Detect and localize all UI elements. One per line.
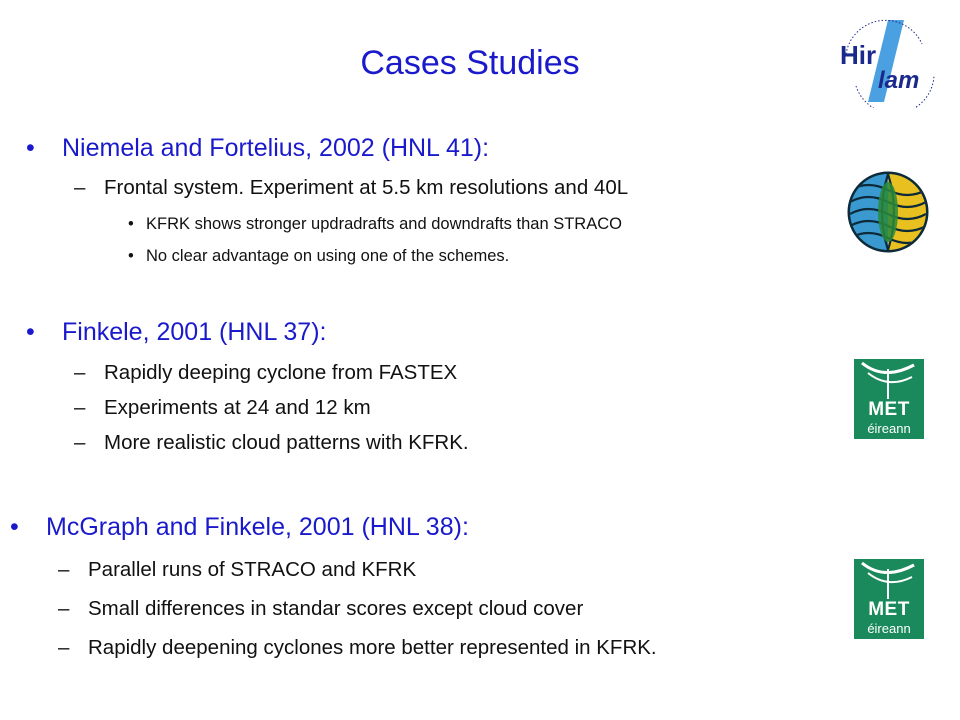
met-text: MET <box>868 599 910 620</box>
ecmwf-globe-icon <box>846 170 930 254</box>
list-item-text: Rapidly deeping cyclone from FASTEX <box>104 361 458 384</box>
met-swirl-icon <box>854 359 924 401</box>
section-heading-text: Finkele, 2001 (HNL 37): <box>62 318 327 346</box>
sub-list-item <box>128 215 622 234</box>
list-item <box>74 176 629 200</box>
met-eireann-logo <box>854 359 924 439</box>
met-swirl-icon <box>854 559 924 601</box>
list-item <box>58 558 417 582</box>
list-item <box>58 597 584 621</box>
list-item-text: Frontal system. Experiment at 5.5 km resolutions and 40L <box>104 176 629 199</box>
section-heading-finkele <box>26 318 327 347</box>
sub-list-item-text: No clear advantage on using one of the schemes. <box>146 247 510 265</box>
section-heading-niemela <box>26 134 490 163</box>
dot-icon: • <box>128 215 134 233</box>
dash-icon: – <box>74 431 86 454</box>
dot-icon: • <box>128 247 134 265</box>
eireann-text: éireann <box>867 421 911 436</box>
list-item <box>58 636 657 660</box>
list-item <box>74 431 469 455</box>
bullet-icon: • <box>26 318 35 346</box>
dash-icon: – <box>58 597 70 620</box>
hirlam-hir-text: Hir <box>840 40 877 70</box>
list-item-text: Parallel runs of STRACO and KFRK <box>88 558 417 581</box>
met-eireann-logo <box>854 559 924 639</box>
list-item <box>74 396 371 420</box>
bullet-icon: • <box>10 513 19 541</box>
eireann-text: éireann <box>867 621 911 636</box>
dash-icon: – <box>74 176 86 199</box>
section-heading-text: Niemela and Fortelius, 2002 (HNL 41): <box>62 134 490 162</box>
slide-title: Cases Studies <box>360 44 580 82</box>
list-item <box>74 361 458 385</box>
met-text: MET <box>868 399 910 420</box>
section-heading-text: McGraph and Finkele, 2001 (HNL 38): <box>46 513 469 541</box>
hirlam-logo <box>826 14 940 108</box>
list-item-text: More realistic cloud patterns with KFRK. <box>104 431 469 454</box>
list-item-text: Experiments at 24 and 12 km <box>104 396 371 419</box>
dash-icon: – <box>58 558 70 581</box>
list-item-text: Small differences in standar scores except cloud cover <box>88 597 584 620</box>
section-heading-mcgraph <box>10 513 469 542</box>
sub-list-item-text: KFRK shows stronger updradrafts and downdrafts than STRACO <box>146 215 622 233</box>
dash-icon: – <box>58 636 70 659</box>
dash-icon: – <box>74 361 86 384</box>
hirlam-lam-text: lam <box>878 67 920 94</box>
dash-icon: – <box>74 396 86 419</box>
list-item-text: Rapidly deepening cyclones more better represented in KFRK. <box>88 636 657 659</box>
bullet-icon: • <box>26 134 35 162</box>
sub-list-item <box>128 247 510 266</box>
